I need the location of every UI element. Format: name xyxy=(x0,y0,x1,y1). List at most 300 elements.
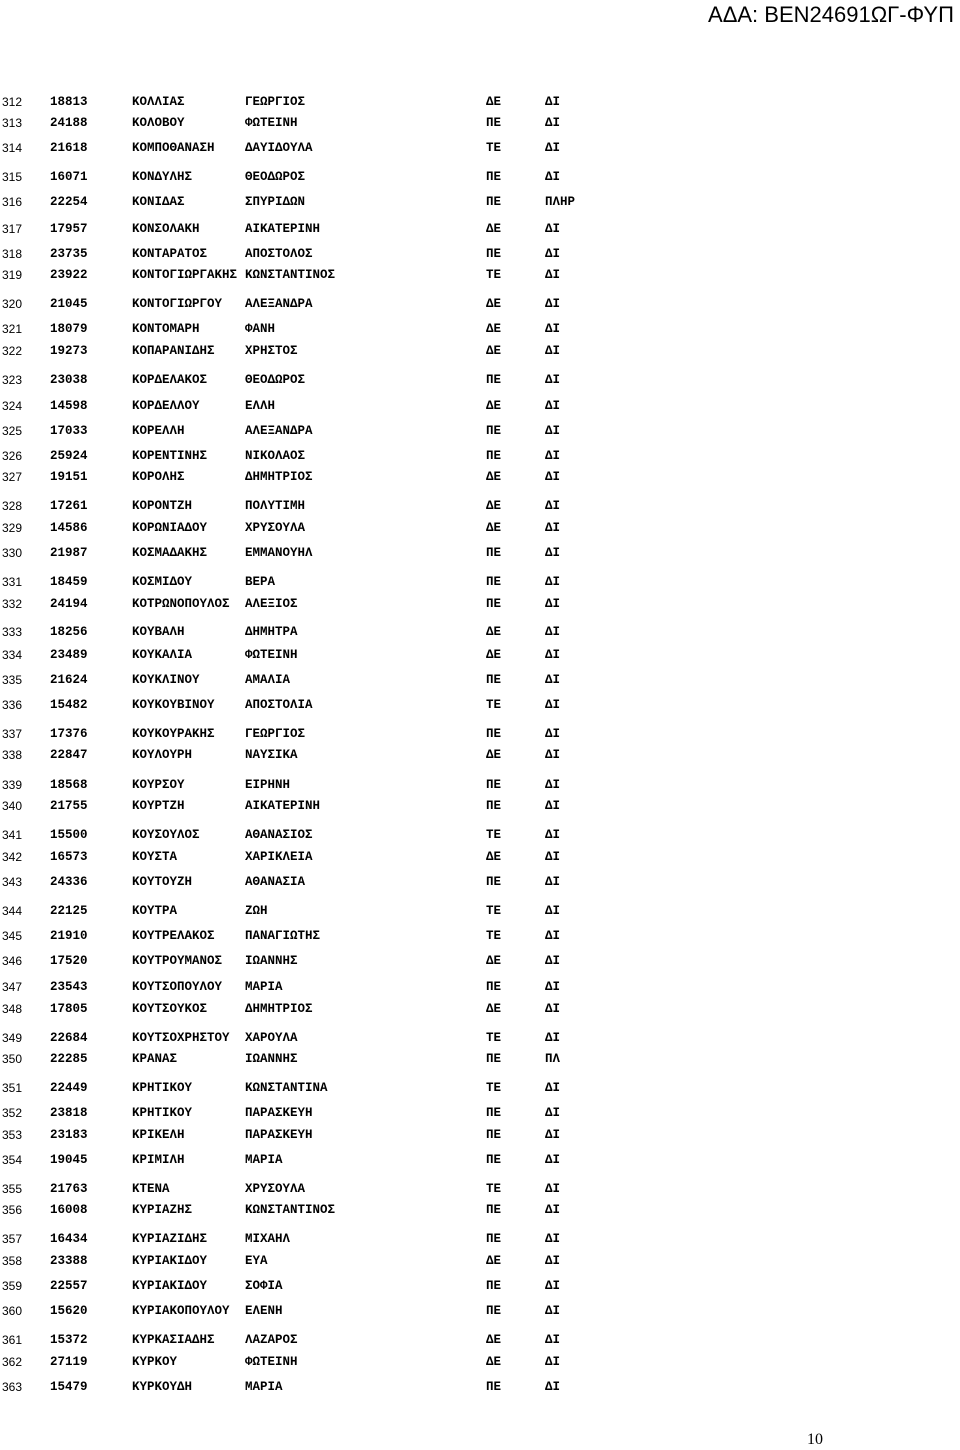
row-cat: ΔΕ xyxy=(486,399,502,413)
row-idx: 331 xyxy=(2,575,23,589)
table-row xyxy=(0,319,960,339)
row-code: 15372 xyxy=(50,1333,88,1347)
row-stat: ΔΙ xyxy=(545,116,561,130)
table-row xyxy=(0,192,960,212)
table-row xyxy=(0,775,960,795)
row-given: ΑΘΑΝΑΣΙΑ xyxy=(245,875,306,889)
row-cat: ΔΕ xyxy=(486,1002,502,1016)
row-idx: 349 xyxy=(2,1031,23,1045)
row-surname: ΚΟΥΤΡΕΛΑΚΟΣ xyxy=(132,929,215,943)
row-stat: ΔΙ xyxy=(545,1232,561,1246)
row-given: ΠΑΡΑΣΚΕΥΗ xyxy=(245,1128,313,1142)
row-surname: ΚΟΡΟΝΤΖΗ xyxy=(132,499,193,513)
row-given: ΑΛΕΞΙΟΣ xyxy=(245,597,298,611)
row-given: ΔΗΜΗΤΡΑ xyxy=(245,625,298,639)
row-surname: ΚΤΕΝΑ xyxy=(132,1182,170,1196)
row-surname: ΚΟΣΜΑΔΑΚΗΣ xyxy=(132,546,208,560)
row-stat: ΔΙ xyxy=(545,698,561,712)
row-stat: ΔΙ xyxy=(545,499,561,513)
row-surname: ΚΟΥΚΟΥΡΑΚΗΣ xyxy=(132,727,215,741)
row-idx: 323 xyxy=(2,373,23,387)
row-given: ΖΩΗ xyxy=(245,904,268,918)
row-stat: ΔΙ xyxy=(545,1304,561,1318)
row-idx: 325 xyxy=(2,424,23,438)
table-row xyxy=(0,1200,960,1220)
row-code: 19273 xyxy=(50,344,88,358)
row-given: ΒΕΡΑ xyxy=(245,575,276,589)
table-row xyxy=(0,265,960,285)
table-row xyxy=(0,1028,960,1048)
row-cat: ΤΕ xyxy=(486,904,502,918)
row-cat: ΤΕ xyxy=(486,828,502,842)
row-surname: ΚΡΙΚΕΛΗ xyxy=(132,1128,185,1142)
row-given: ΜΙΧΑΗΛ xyxy=(245,1232,291,1246)
row-surname: ΚΟΝΤΟΜΑΡΗ xyxy=(132,322,200,336)
row-surname: ΚΟΥΣΟΥΛΟΣ xyxy=(132,828,200,842)
row-given: ΧΑΡΙΚΛΕΙΑ xyxy=(245,850,313,864)
table-row xyxy=(0,446,960,466)
row-stat: ΠΛ xyxy=(545,1052,561,1066)
row-idx: 336 xyxy=(2,698,23,712)
row-surname: ΚΟΡΕΛΛΗ xyxy=(132,424,185,438)
table-row xyxy=(0,1330,960,1350)
row-cat: ΠΕ xyxy=(486,1153,502,1167)
row-given: ΚΩΝΣΤΑΝΤΙΝΑ xyxy=(245,1081,328,1095)
row-surname: ΚΟΥΣΤΑ xyxy=(132,850,178,864)
row-cat: ΤΕ xyxy=(486,1081,502,1095)
row-code: 16434 xyxy=(50,1232,88,1246)
row-surname: ΚΡΑΝΑΣ xyxy=(132,1052,178,1066)
row-surname: ΚΟΝΔΥΛΗΣ xyxy=(132,170,193,184)
row-cat: ΠΕ xyxy=(486,673,502,687)
row-cat: ΠΕ xyxy=(486,546,502,560)
row-idx: 358 xyxy=(2,1254,23,1268)
row-code: 22254 xyxy=(50,195,88,209)
row-idx: 315 xyxy=(2,170,23,184)
row-stat: ΔΙ xyxy=(545,1254,561,1268)
row-cat: ΠΕ xyxy=(486,116,502,130)
ada-code: ΑΔΑ: ΒΕΝ24691ΩΓ-ΦΥΠ xyxy=(708,2,954,27)
row-idx: 360 xyxy=(2,1304,23,1318)
row-given: ΧΡΥΣΟΥΛΑ xyxy=(245,521,306,535)
row-cat: ΠΕ xyxy=(486,778,502,792)
row-stat: ΔΙ xyxy=(545,727,561,741)
row-stat: ΔΙ xyxy=(545,1106,561,1120)
row-given: ΣΠΥΡΙΔΩΝ xyxy=(245,195,306,209)
row-cat: ΠΕ xyxy=(486,575,502,589)
row-given: ΜΑΡΙΑ xyxy=(245,980,283,994)
row-cat: ΤΕ xyxy=(486,268,502,282)
row-given: ΦΩΤΕΙΝΗ xyxy=(245,1355,298,1369)
row-surname: ΚΟΥΤΡΟΥΜΑΝΟΣ xyxy=(132,954,223,968)
row-idx: 343 xyxy=(2,875,23,889)
row-surname: ΚΟΝΙΔΑΣ xyxy=(132,195,185,209)
row-cat: ΤΕ xyxy=(486,1031,502,1045)
row-given: ΙΩΑΝΝΗΣ xyxy=(245,1052,298,1066)
row-idx: 317 xyxy=(2,222,23,236)
row-idx: 361 xyxy=(2,1333,23,1347)
row-stat: ΔΙ xyxy=(545,1031,561,1045)
row-cat: ΠΕ xyxy=(486,1052,502,1066)
row-given: ΑΛΕΞΑΝΔΡΑ xyxy=(245,297,313,311)
table-row xyxy=(0,645,960,665)
row-surname: ΚΟΥΒΑΛΗ xyxy=(132,625,185,639)
row-code: 17520 xyxy=(50,954,88,968)
table-row xyxy=(0,1049,960,1069)
row-idx: 322 xyxy=(2,344,23,358)
table-row xyxy=(0,670,960,690)
row-stat: ΔΙ xyxy=(545,546,561,560)
row-surname: ΚΟΤΡΩΝΟΠΟΥΛΟΣ xyxy=(132,597,230,611)
table-row xyxy=(0,622,960,642)
row-cat: ΔΕ xyxy=(486,95,502,109)
table-row xyxy=(0,1352,960,1372)
row-stat: ΔΙ xyxy=(545,904,561,918)
row-idx: 320 xyxy=(2,297,23,311)
table-row xyxy=(0,847,960,867)
row-code: 23038 xyxy=(50,373,88,387)
row-code: 18256 xyxy=(50,625,88,639)
row-idx: 326 xyxy=(2,449,23,463)
row-stat: ΔΙ xyxy=(545,373,561,387)
row-surname: ΚΥΡΚΑΣΙΑΔΗΣ xyxy=(132,1333,215,1347)
table-row xyxy=(0,396,960,416)
table-row xyxy=(0,92,960,112)
table-row xyxy=(0,594,960,614)
row-code: 15479 xyxy=(50,1380,88,1394)
row-cat: ΠΕ xyxy=(486,1128,502,1142)
row-cat: ΠΕ xyxy=(486,247,502,261)
row-stat: ΔΙ xyxy=(545,449,561,463)
row-cat: ΠΕ xyxy=(486,1203,502,1217)
row-idx: 313 xyxy=(2,116,23,130)
row-surname: ΚΡΗΤΙΚΟΥ xyxy=(132,1106,193,1120)
row-surname: ΚΟΥΤΡΑ xyxy=(132,904,178,918)
row-idx: 316 xyxy=(2,195,23,209)
row-given: ΧΡΗΣΤΟΣ xyxy=(245,344,298,358)
row-code: 21624 xyxy=(50,673,88,687)
row-idx: 345 xyxy=(2,929,23,943)
row-code: 24194 xyxy=(50,597,88,611)
row-given: ΧΑΡΟΥΛΑ xyxy=(245,1031,298,1045)
row-surname: ΚΟΝΣΟΛΑΚΗ xyxy=(132,222,200,236)
row-idx: 355 xyxy=(2,1182,23,1196)
row-stat: ΠΛΗΡ xyxy=(545,195,576,209)
row-code: 17957 xyxy=(50,222,88,236)
row-surname: ΚΟΛΛΙΑΣ xyxy=(132,95,185,109)
table-row xyxy=(0,745,960,765)
row-code: 14598 xyxy=(50,399,88,413)
row-surname: ΚΡΗΤΙΚΟΥ xyxy=(132,1081,193,1095)
row-code: 23543 xyxy=(50,980,88,994)
row-given: ΑΙΚΑΤΕΡΙΝΗ xyxy=(245,799,321,813)
row-code: 22847 xyxy=(50,748,88,762)
row-stat: ΔΙ xyxy=(545,799,561,813)
row-surname: ΚΟΝΤΟΓΙΩΡΓΑΚΗΣ xyxy=(132,268,238,282)
table-row xyxy=(0,294,960,314)
table-row xyxy=(0,951,960,971)
row-code: 23818 xyxy=(50,1106,88,1120)
row-cat: ΠΕ xyxy=(486,1232,502,1246)
row-idx: 318 xyxy=(2,247,23,261)
row-stat: ΔΙ xyxy=(545,1081,561,1095)
row-code: 21987 xyxy=(50,546,88,560)
table-row xyxy=(0,341,960,361)
row-stat: ΔΙ xyxy=(545,95,561,109)
row-given: ΦΩΤΕΙΝΗ xyxy=(245,648,298,662)
row-code: 16573 xyxy=(50,850,88,864)
row-code: 18459 xyxy=(50,575,88,589)
row-given: ΜΑΡΙΑ xyxy=(245,1153,283,1167)
table-row xyxy=(0,825,960,845)
row-code: 24188 xyxy=(50,116,88,130)
page-number: 10 xyxy=(807,1431,823,1448)
row-stat: ΔΙ xyxy=(545,980,561,994)
table-row xyxy=(0,1301,960,1321)
row-cat: ΔΕ xyxy=(486,1355,502,1369)
row-idx: 324 xyxy=(2,399,23,413)
table-row xyxy=(0,421,960,441)
row-given: ΓΕΩΡΓΙΟΣ xyxy=(245,727,306,741)
row-cat: ΠΕ xyxy=(486,597,502,611)
row-surname: ΚΟΡΔΕΛΛΟΥ xyxy=(132,399,200,413)
row-code: 15500 xyxy=(50,828,88,842)
row-given: ΚΩΝΣΤΑΝΤΙΝΟΣ xyxy=(245,1203,336,1217)
row-given: ΕΛΛΗ xyxy=(245,399,276,413)
row-cat: ΔΕ xyxy=(486,748,502,762)
row-surname: ΚΟΝΤΑΡΑΤΟΣ xyxy=(132,247,208,261)
row-given: ΛΑΖΑΡΟΣ xyxy=(245,1333,298,1347)
row-cat: ΠΕ xyxy=(486,1279,502,1293)
row-surname: ΚΟΣΜΙΔΟΥ xyxy=(132,575,193,589)
row-given: ΦΩΤΕΙΝΗ xyxy=(245,116,298,130)
table-row xyxy=(0,695,960,715)
row-cat: ΔΕ xyxy=(486,499,502,513)
row-stat: ΔΙ xyxy=(545,648,561,662)
row-cat: ΔΕ xyxy=(486,1333,502,1347)
row-cat: ΠΕ xyxy=(486,1106,502,1120)
row-cat: ΠΕ xyxy=(486,980,502,994)
row-surname: ΚΥΡΙΑΚΙΔΟΥ xyxy=(132,1254,208,1268)
row-given: ΕΜΜΑΝΟΥΗΛ xyxy=(245,546,313,560)
row-surname: ΚΟΥΚΑΛΙΑ xyxy=(132,648,193,662)
row-stat: ΔΙ xyxy=(545,1182,561,1196)
row-idx: 327 xyxy=(2,470,23,484)
row-idx: 348 xyxy=(2,1002,23,1016)
row-given: ΣΟΦΙΑ xyxy=(245,1279,283,1293)
row-given: ΙΩΑΝΝΗΣ xyxy=(245,954,298,968)
table-row xyxy=(0,999,960,1019)
row-surname: ΚΟΛΟΒΟΥ xyxy=(132,116,185,130)
row-surname: ΚΥΡΙΑΚΟΠΟΥΛΟΥ xyxy=(132,1304,230,1318)
table-row xyxy=(0,901,960,921)
row-idx: 359 xyxy=(2,1279,23,1293)
row-idx: 333 xyxy=(2,625,23,639)
row-given: ΠΟΛΥΤΙΜΗ xyxy=(245,499,306,513)
row-stat: ΔΙ xyxy=(545,673,561,687)
row-code: 18568 xyxy=(50,778,88,792)
row-surname: ΚΟΥΤΣΟΥΚΟΣ xyxy=(132,1002,208,1016)
row-surname: ΚΟΡΔΕΛΑΚΟΣ xyxy=(132,373,208,387)
row-given: ΝΑΥΣΙΚΑ xyxy=(245,748,298,762)
row-code: 22557 xyxy=(50,1279,88,1293)
row-idx: 337 xyxy=(2,727,23,741)
row-idx: 332 xyxy=(2,597,23,611)
row-cat: ΠΕ xyxy=(486,195,502,209)
row-idx: 328 xyxy=(2,499,23,513)
row-cat: ΤΕ xyxy=(486,1182,502,1196)
row-surname: ΚΟΡΟΛΗΣ xyxy=(132,470,185,484)
row-idx: 314 xyxy=(2,141,23,155)
row-stat: ΔΙ xyxy=(545,929,561,943)
row-idx: 357 xyxy=(2,1232,23,1246)
row-code: 17033 xyxy=(50,424,88,438)
row-idx: 362 xyxy=(2,1355,23,1369)
table-row xyxy=(0,467,960,487)
row-code: 19151 xyxy=(50,470,88,484)
row-stat: ΔΙ xyxy=(545,424,561,438)
row-given: ΘΕΟΔΩΡΟΣ xyxy=(245,170,306,184)
row-code: 23922 xyxy=(50,268,88,282)
row-idx: 335 xyxy=(2,673,23,687)
row-cat: ΔΕ xyxy=(486,470,502,484)
table-row xyxy=(0,1377,960,1397)
row-stat: ΔΙ xyxy=(545,222,561,236)
row-surname: ΚΥΡΙΑΖΗΣ xyxy=(132,1203,193,1217)
row-idx: 351 xyxy=(2,1081,23,1095)
table-row xyxy=(0,1103,960,1123)
row-cat: ΔΕ xyxy=(486,625,502,639)
row-cat: ΔΕ xyxy=(486,648,502,662)
table-row xyxy=(0,872,960,892)
row-idx: 352 xyxy=(2,1106,23,1120)
row-code: 16071 xyxy=(50,170,88,184)
row-stat: ΔΙ xyxy=(545,597,561,611)
row-given: ΓΕΩΡΓΙΟΣ xyxy=(245,95,306,109)
row-stat: ΔΙ xyxy=(545,575,561,589)
row-idx: 319 xyxy=(2,268,23,282)
row-code: 17261 xyxy=(50,499,88,513)
row-given: ΘΕΟΔΩΡΟΣ xyxy=(245,373,306,387)
table-row xyxy=(0,724,960,744)
row-given: ΔΑΥΙΔΟΥΛΑ xyxy=(245,141,313,155)
row-stat: ΔΙ xyxy=(545,778,561,792)
row-cat: ΠΕ xyxy=(486,1380,502,1394)
row-given: ΜΑΡΙΑ xyxy=(245,1380,283,1394)
row-code: 21045 xyxy=(50,297,88,311)
row-idx: 350 xyxy=(2,1052,23,1066)
row-surname: ΚΟΥΚΟΥΒΙΝΟΥ xyxy=(132,698,215,712)
row-given: ΑΜΑΛΙΑ xyxy=(245,673,291,687)
table-row xyxy=(0,926,960,946)
row-surname: ΚΟΠΑΡΑΝΙΔΗΣ xyxy=(132,344,215,358)
row-idx: 338 xyxy=(2,748,23,762)
row-surname: ΚΟΥΤΣΟΠΟΥΛΟΥ xyxy=(132,980,223,994)
row-stat: ΔΙ xyxy=(545,170,561,184)
row-given: ΑΠΟΣΤΟΛΟΣ xyxy=(245,247,313,261)
row-idx: 330 xyxy=(2,546,23,560)
row-cat: ΤΕ xyxy=(486,698,502,712)
row-stat: ΔΙ xyxy=(545,247,561,261)
row-idx: 321 xyxy=(2,322,23,336)
row-code: 16008 xyxy=(50,1203,88,1217)
row-code: 22285 xyxy=(50,1052,88,1066)
row-code: 21618 xyxy=(50,141,88,155)
row-stat: ΔΙ xyxy=(545,1333,561,1347)
row-stat: ΔΙ xyxy=(545,1203,561,1217)
row-cat: ΠΕ xyxy=(486,1304,502,1318)
row-idx: 356 xyxy=(2,1203,23,1217)
row-surname: ΚΟΝΤΟΓΙΩΡΓΟΥ xyxy=(132,297,223,311)
row-stat: ΔΙ xyxy=(545,625,561,639)
row-stat: ΔΙ xyxy=(545,1153,561,1167)
row-given: ΝΙΚΟΛΑΟΣ xyxy=(245,449,306,463)
row-given: ΧΡΥΣΟΥΛΑ xyxy=(245,1182,306,1196)
row-surname: ΚΟΡΕΝΤΙΝΗΣ xyxy=(132,449,208,463)
row-code: 18813 xyxy=(50,95,88,109)
row-stat: ΔΙ xyxy=(545,954,561,968)
row-stat: ΔΙ xyxy=(545,297,561,311)
row-cat: ΠΕ xyxy=(486,373,502,387)
row-code: 17376 xyxy=(50,727,88,741)
row-code: 15482 xyxy=(50,698,88,712)
table-row xyxy=(0,1229,960,1249)
row-stat: ΔΙ xyxy=(545,322,561,336)
row-given: ΑΠΟΣΤΟΛΙΑ xyxy=(245,698,313,712)
row-surname: ΚΟΥΚΛΙΝΟΥ xyxy=(132,673,200,687)
row-stat: ΔΙ xyxy=(545,1002,561,1016)
row-idx: 342 xyxy=(2,850,23,864)
row-cat: ΠΕ xyxy=(486,799,502,813)
row-given: ΑΙΚΑΤΕΡΙΝΗ xyxy=(245,222,321,236)
row-idx: 347 xyxy=(2,980,23,994)
row-idx: 346 xyxy=(2,954,23,968)
row-cat: ΔΕ xyxy=(486,222,502,236)
row-code: 22449 xyxy=(50,1081,88,1095)
row-given: ΕΙΡΗΝΗ xyxy=(245,778,291,792)
row-stat: ΔΙ xyxy=(545,850,561,864)
table-row xyxy=(0,1276,960,1296)
row-given: ΕΥΑ xyxy=(245,1254,268,1268)
row-stat: ΔΙ xyxy=(545,470,561,484)
row-cat: ΔΕ xyxy=(486,850,502,864)
row-stat: ΔΙ xyxy=(545,1279,561,1293)
table-row xyxy=(0,219,960,239)
row-surname: ΚΟΥΤΟΥΖΗ xyxy=(132,875,193,889)
row-code: 22125 xyxy=(50,904,88,918)
row-cat: ΠΕ xyxy=(486,170,502,184)
row-idx: 354 xyxy=(2,1153,23,1167)
row-idx: 329 xyxy=(2,521,23,535)
row-cat: ΔΕ xyxy=(486,322,502,336)
table-row xyxy=(0,1078,960,1098)
row-stat: ΔΙ xyxy=(545,828,561,842)
row-surname: ΚΟΡΩΝΙΑΔΟΥ xyxy=(132,521,208,535)
row-stat: ΔΙ xyxy=(545,875,561,889)
row-code: 27119 xyxy=(50,1355,88,1369)
row-cat: ΔΕ xyxy=(486,521,502,535)
row-given: ΔΗΜΗΤΡΙΟΣ xyxy=(245,470,313,484)
row-cat: ΠΕ xyxy=(486,875,502,889)
row-cat: ΠΕ xyxy=(486,424,502,438)
row-cat: ΔΕ xyxy=(486,1254,502,1268)
table-row xyxy=(0,167,960,187)
row-surname: ΚΥΡΚΟΥ xyxy=(132,1355,178,1369)
row-given: ΑΘΑΝΑΣΙΟΣ xyxy=(245,828,313,842)
row-given: ΕΛΕΝΗ xyxy=(245,1304,283,1318)
row-given: ΚΩΝΣΤΑΝΤΙΝΟΣ xyxy=(245,268,336,282)
row-surname: ΚΟΥΛΟΥΡΗ xyxy=(132,748,193,762)
